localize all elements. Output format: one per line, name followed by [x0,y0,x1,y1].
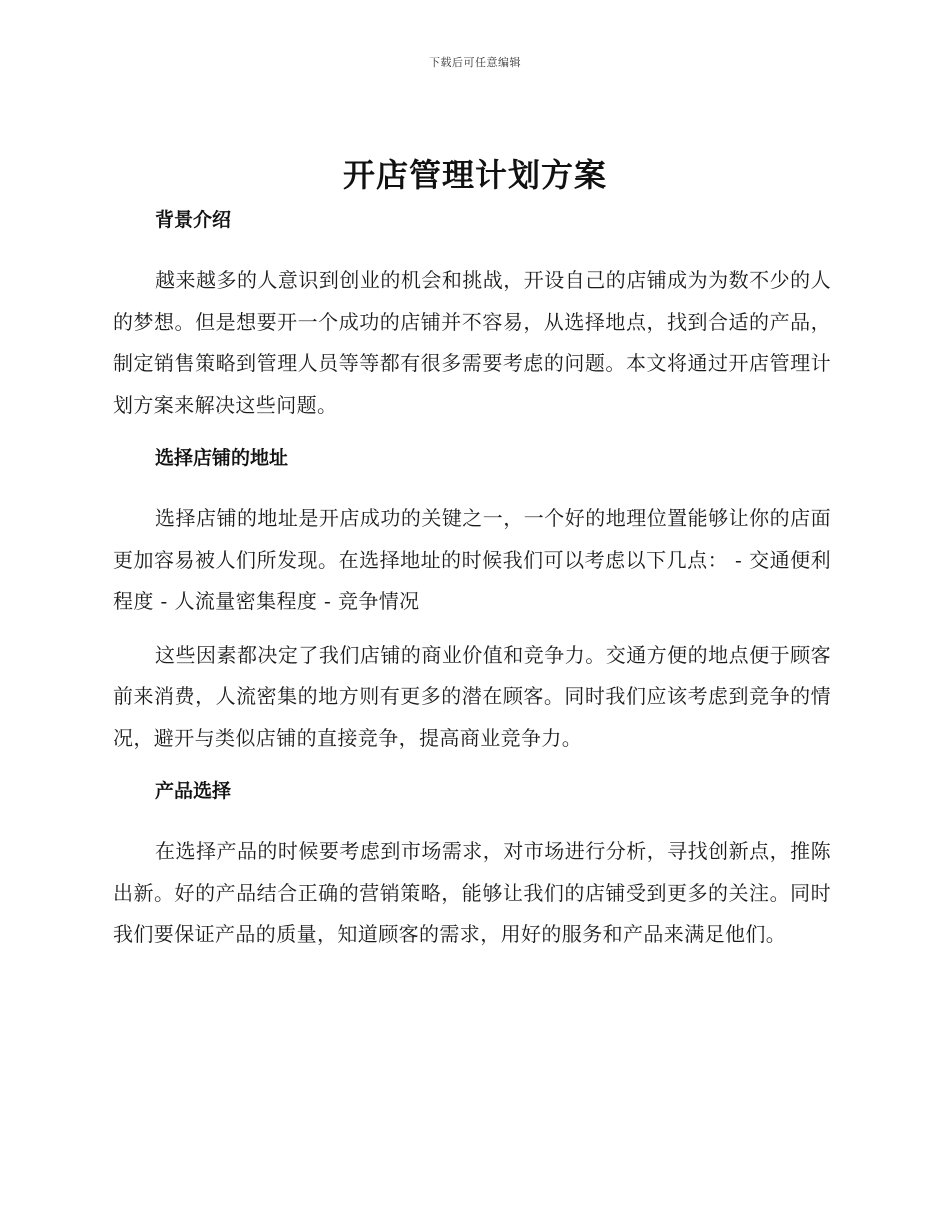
section-product [113,771,831,956]
paragraph: 越来越多的人意识到创业的机会和挑战，开设自己的店铺成为为数不少的人的梦想。但是想要开一个成功的店铺并不容易，从选择地点，找到合适的产品，制定销售策略到管理人员等等都有很多需要考虑的问题。本文将通过开店管理计划方案来解决这些问题。 [113,268,831,417]
section-heading: 产品选择 [155,780,232,802]
header-note: 下载后可任意编辑 [429,56,521,69]
document-body [113,200,831,968]
document-title: 开店管理计划方案 [342,156,607,194]
paragraph: 选择店铺的地址是开店成功的关键之一，一个好的地理位置能够让你的店面更加容易被人们所发现。在选择地址的时候我们可以考虑以下几点： - 交通便利程度 - 人流量密集程度 - 竞争情况 [113,506,831,613]
paragraph: 在选择产品的时候要考虑到市场需求，对市场进行分析，寻找创新点，推陈出新。好的产品结合正确的营销策略，能够让我们的店铺受到更多的关注。同时我们要保证产品的质量，知道顾客的需求，用好的服务和产品来满足他们。 [113,839,831,946]
section-background [113,200,831,426]
paragraph: 这些因素都决定了我们店铺的商业价值和竞争力。交通方便的地点便于顾客前来消费，人流密集的地方则有更多的潜在顾客。同时我们应该考虑到竞争的情况，避开与类似店铺的直接竞争，提高商业竞争力。 [113,642,831,750]
section-heading: 背景介绍 [155,209,232,231]
section-location [113,438,831,759]
section-heading: 选择店铺的地址 [155,447,289,469]
